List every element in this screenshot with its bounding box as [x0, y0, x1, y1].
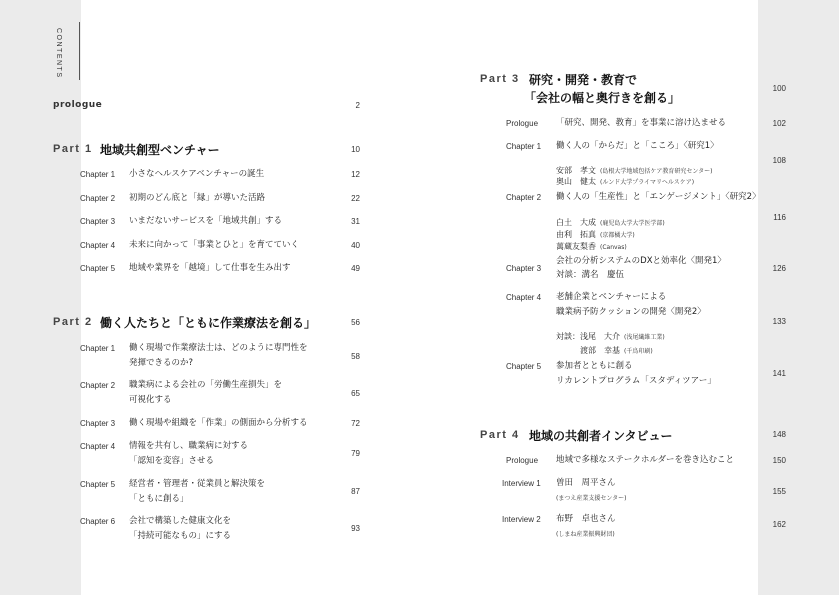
chapter-title: 初期のどん底と「縁」が導いた活路: [129, 193, 266, 203]
page-number: 40: [351, 241, 360, 250]
contributor-name: 萬蔵友梨香: [556, 242, 596, 251]
contributor: [556, 234, 627, 253]
part-number: Part 4: [480, 429, 520, 441]
chapter-title: 働く人の「生産性」と「エンゲージメント」〈研究2〉: [556, 192, 761, 202]
chapter-label: Chapter 2: [506, 193, 542, 202]
prologue-title: 地域で多様なステークホルダーを巻き込むこと: [556, 455, 734, 465]
prologue-label: Prologue: [506, 456, 539, 465]
interviewee-affiliation: (しまね産業振興財団): [556, 531, 615, 538]
talk-line: 対談：溝名 慶伍: [556, 270, 625, 280]
chapter-title: 会社の分析システムのDXと効率化〈開発1〉: [556, 256, 726, 266]
chapter-label: Chapter 2: [80, 194, 116, 203]
contributor: [580, 338, 653, 357]
page-number: 141: [772, 369, 786, 378]
chapter-label: Chapter 3: [506, 264, 542, 273]
contributor-name: 白土 大成: [556, 218, 596, 227]
page-number: 162: [772, 520, 786, 529]
prologue-title: 「研究、開発、教育」を事業に溶け込ませる: [556, 118, 727, 128]
page-number: 116: [773, 213, 786, 222]
chapter-label: Chapter 1: [80, 170, 116, 179]
page-number: 12: [351, 170, 360, 179]
chapter-title-line2: 「持続可能なもの」にする: [129, 531, 232, 541]
contributor-name: 由利 拓真: [556, 230, 596, 239]
interviewee-affiliation: (まつえ産業支援センター): [556, 495, 627, 502]
chapter-title-line1: 会社で構築した健康文化を: [129, 516, 232, 526]
part-number: Part 1: [53, 143, 93, 155]
chapter-label: Chapter 2: [80, 381, 116, 390]
chapter-title-line1: 経営者・管理者・従業員と解決策を: [129, 479, 266, 489]
chapter-label: Chapter 6: [80, 517, 116, 526]
contributor-affiliation: (千鳥印刷): [624, 348, 653, 355]
contributor-affiliation: (浅尾繊維工業): [624, 334, 665, 341]
chapter-title: 働く現場や組織を「作業」の側面から分析する: [129, 418, 308, 428]
prologue-label: Prologue: [506, 119, 539, 128]
chapter-label: Chapter 3: [80, 217, 116, 226]
chapter-title: 働く人の「からだ」と「こころ」〈研究1〉: [556, 141, 719, 151]
page-number: 10: [351, 145, 360, 154]
part-title-line1: 研究・開発・教育で: [529, 73, 638, 87]
chapter-label: Chapter 1: [506, 142, 542, 151]
part-title: 働く人たちと「ともに作業療法を創る」: [100, 316, 317, 330]
page-number: 22: [351, 194, 360, 203]
talk-prefix: 対談：: [556, 332, 580, 341]
left-margin-band: [0, 0, 81, 595]
interviewee-name: 布野 卓也さん: [556, 514, 616, 524]
chapter-title-line2: 発揮できるのか?: [129, 358, 194, 368]
page-number: 31: [351, 217, 360, 226]
chapter-label: Chapter 4: [80, 442, 116, 451]
chapter-title-line2: リカレントプログラム「スタディツアー」: [556, 376, 716, 386]
page-number: 65: [351, 389, 360, 398]
chapter-title-line2: 「認知を変容」させる: [129, 456, 215, 466]
contributor-affiliation: (鹿児島大学大学医学部): [600, 220, 665, 227]
chapter-title-line1: 職業病による会社の「労働生産損失」を: [129, 380, 283, 390]
contributor-affiliation: (Canvas): [600, 244, 627, 251]
page-number: 148: [772, 430, 786, 439]
contributor: [556, 169, 694, 188]
chapter-title: いまだないサービスを「地域共創」する: [129, 216, 283, 226]
chapter-title: 小さなヘルスケアベンチャーの誕生: [129, 169, 265, 179]
contributor-name: 奥山 健太: [556, 177, 596, 186]
interview-label: Interview 2: [502, 515, 541, 524]
contributor-affiliation: (ルンド大学プライマリヘルスケア): [600, 179, 695, 186]
prologue-label: prologue: [53, 100, 103, 110]
part-number: Part 3: [480, 73, 520, 85]
page-number: 100: [772, 84, 786, 93]
chapter-title-line1: 参加者とともに創る: [556, 361, 633, 371]
page-number: 126: [772, 264, 786, 273]
chapter-title: 未来に向かって「事業とひと」を育てていく: [129, 240, 300, 250]
chapter-label: Chapter 5: [80, 480, 116, 489]
chapter-label: Chapter 1: [80, 344, 116, 353]
page-number: 133: [772, 317, 786, 326]
contributor-name: 安部 孝文: [556, 166, 596, 175]
chapter-title-line2: 「ともに創る」: [129, 494, 189, 504]
interview-label: Interview 1: [502, 479, 541, 488]
page-number: 102: [772, 119, 786, 128]
contents-label: CONTENTS: [55, 28, 62, 79]
contents-rule: [79, 22, 80, 80]
contributor-name: 浅尾 大介: [580, 332, 620, 341]
page-number: 56: [351, 318, 360, 327]
contributor-affiliation: (島根大学地域包括ケア教育研究センター): [600, 168, 713, 175]
chapter-title-line1: 老舗企業とベンチャーによる: [556, 292, 667, 302]
part-title: 地域共創型ベンチャー: [100, 143, 220, 157]
interviewee-name: 曽田 周平さん: [556, 478, 616, 488]
page-number: 72: [351, 419, 360, 428]
page-number: 108: [772, 156, 786, 165]
part-title: 地域の共創者インタビュー: [529, 429, 673, 443]
page-number: 58: [351, 352, 360, 361]
chapter-title: 地域や業界を「越境」して仕事を生み出す: [129, 263, 291, 273]
chapter-title-line2: 職業病予防クッションの開発〈開発2〉: [556, 307, 706, 317]
page-number: 87: [351, 487, 360, 496]
chapter-title-line1: 働く現場で作業療法士は、どのように専門性を: [129, 343, 308, 353]
contributor-affiliation: (京都橘大学): [600, 232, 635, 239]
part-number: Part 2: [53, 316, 93, 328]
chapter-label: Chapter 3: [80, 419, 116, 428]
contributor-name: 渡部 幸基: [580, 346, 620, 355]
chapter-title-line2: 可視化する: [129, 395, 172, 405]
chapter-label: Chapter 5: [506, 362, 542, 371]
chapter-title-line1: 情報を共有し、職業病に対する: [129, 441, 249, 451]
chapter-label: Chapter 5: [80, 264, 116, 273]
page-number: 150: [772, 456, 786, 465]
page-number: 93: [351, 524, 360, 533]
page-number: 155: [772, 487, 786, 496]
page-number: 79: [351, 449, 360, 458]
chapter-label: Chapter 4: [506, 293, 542, 302]
chapter-label: Chapter 4: [80, 241, 116, 250]
page-number: 2: [355, 101, 360, 110]
part-title-line2: 「会社の幅と奥行きを創る」: [524, 91, 681, 105]
page-number: 49: [351, 264, 360, 273]
